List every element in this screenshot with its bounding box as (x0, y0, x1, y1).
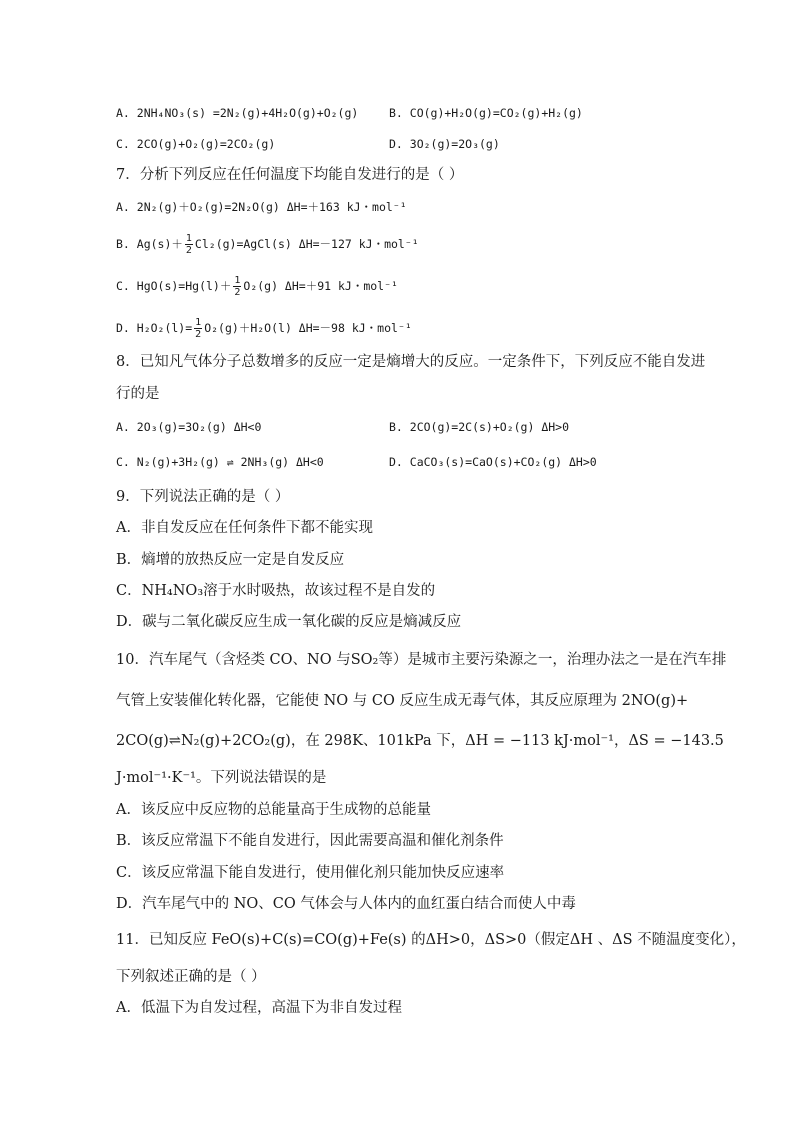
fraction (194, 317, 202, 340)
q6-option-d: D. 3O₂(g)=2O₃(g) (389, 137, 500, 151)
q10-option-c: C．该反应常温下能自发进行，使用催化剂只能加快反应速率 (116, 865, 505, 881)
q7-option-d-post: O₂(g)＋H₂O(l) ΔH=－98 kJ・mol⁻¹ (204, 321, 412, 335)
q6-option-b: B. CO(g)+H₂O(g)=CO₂(g)+H₂(g) (389, 106, 583, 120)
fraction (185, 233, 193, 256)
q7-option-d-pre: D. H₂O₂(l)= (116, 321, 193, 335)
fraction-numerator: 1 (234, 275, 241, 286)
q11-option-a: A．低温下为自发过程，高温下为非自发过程 (116, 1000, 402, 1016)
q6-option-c: C. 2CO(g)+O₂(g)=2CO₂(g) (116, 137, 276, 151)
q7-option-c-pre: C. HgO(s)=Hg(l)＋ (116, 279, 232, 293)
q8-option-c: C. N₂(g)+3H₂(g) ⇌ 2NH₃(g) ΔH<0 (116, 455, 324, 469)
q9-option-d: D．碳与二氧化碳反应生成一氧化碳的反应是熵减反应 (116, 614, 462, 630)
q7-option-c-post: O₂(g) ΔH=＋91 kJ・mol⁻¹ (243, 279, 398, 293)
q11-stem-line-2: 下列叙述正确的是（ ） (116, 969, 266, 985)
q7-option-a: A. 2N₂(g)＋O₂(g)=2N₂O(g) ΔH=＋163 kJ・mol⁻¹ (116, 200, 407, 214)
q9-option-b: B．熵增的放热反应一定是自发反应 (116, 552, 345, 568)
q9-option-a: A．非自发反应在任何条件下都不能实现 (116, 520, 373, 536)
q10-option-a: A．该反应中反应物的总能量高于生成物的总能量 (116, 802, 431, 818)
q8-stem-line-2: 行的是 (116, 386, 160, 402)
q10-stem-line-2: 气管上安装催化转化器，它能使 NO 与 CO 反应生成无毒气体，其反应原理为 2NO(g)+ (116, 693, 689, 709)
q10-stem-line-3: 2CO(g)⇌N₂(g)+2CO₂(g)，在 298K、101kPa 下，ΔH = −113 kJ·mol⁻¹，ΔS = −143.5 (116, 733, 724, 749)
q8-option-d: D. CaCO₃(s)=CaO(s)+CO₂(g) ΔH>0 (389, 455, 597, 469)
q7-option-b (116, 233, 419, 256)
fraction-numerator: 1 (195, 317, 202, 328)
fraction-denominator: 2 (185, 245, 192, 256)
q9-option-c: C．NH₄NO₃溶于水时吸热，故该过程不是自发的 (116, 583, 436, 599)
q8-option-a: A. 2O₃(g)=3O₂(g) ΔH<0 (116, 420, 262, 434)
q10-option-b: B．该反应常温下不能自发进行，因此需要高温和催化剂条件 (116, 833, 504, 849)
fraction-denominator: 2 (195, 329, 202, 340)
q10-stem-line-4: J·mol⁻¹·K⁻¹。下列说法错误的是 (116, 770, 327, 786)
q7-option-b-pre: B. Ag(s)＋ (116, 237, 183, 251)
q10-option-d: D．汽车尾气中的 NO、CO 气体会与人体内的血红蛋白结合而使人中毒 (116, 896, 576, 912)
q7-option-d (116, 317, 412, 340)
fraction-denominator: 2 (234, 287, 241, 298)
q8-option-b: B. 2CO(g)=2C(s)+O₂(g) ΔH>0 (389, 420, 570, 434)
q7-option-b-post: Cl₂(g)=AgCl(s) ΔH=－127 kJ・mol⁻¹ (194, 237, 419, 251)
fraction (233, 275, 241, 298)
q10-stem-line-1: 10．汽车尾气（含烃类 CO、NO 与SO₂等）是城市主要污染源之一，治理办法之一是在汽车排 (116, 652, 727, 668)
q6-option-a: A. 2NH₄NO₃(s) =2N₂(g)+4H₂O(g)+O₂(g) (116, 106, 359, 120)
q11-stem-line-1: 11．已知反应 FeO(s)+C(s)=CO(g)+Fe(s) 的ΔH>0，ΔS>0（假定ΔH 、ΔS 不随温度变化）， (116, 932, 746, 948)
q9-stem: 9．下列说法正确的是（ ） (116, 489, 290, 505)
q8-stem-line-1: 8．已知凡气体分子总数增多的反应一定是熵增大的反应。一定条件下，下列反应不能自发进 (116, 354, 706, 370)
q7-stem: 7．分析下列反应在任何温度下均能自发进行的是（ ） (116, 167, 464, 183)
q7-option-c (116, 275, 398, 298)
fraction-numerator: 1 (185, 233, 192, 244)
